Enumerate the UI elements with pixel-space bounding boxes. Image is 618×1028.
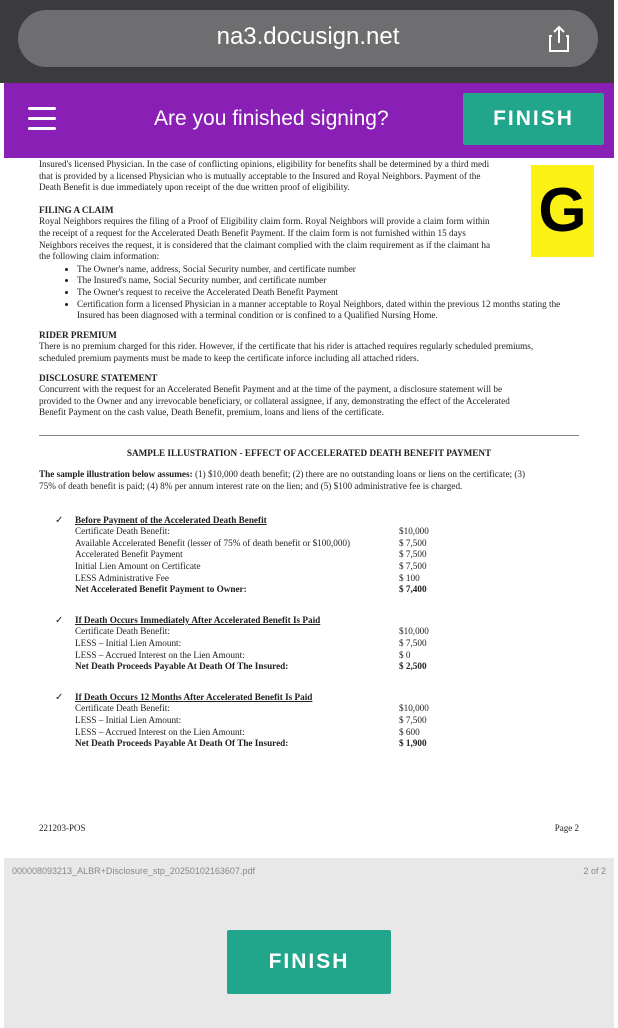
table-row xyxy=(75,561,579,573)
signing-toolbar xyxy=(4,83,614,158)
text-line: provided to the Owner and any irrevocable beneficiary, or collateral assignee, if any, demonstrating the effect of the Accelerated xyxy=(39,395,510,406)
page-footer xyxy=(39,823,579,835)
list-item: • The Owner's name, address, Social Security number, and certificate number xyxy=(77,264,579,276)
bottom-action-bar xyxy=(4,858,614,1028)
row-label: Certificate Death Benefit: xyxy=(75,526,170,537)
page-indicator: 2 of 2 xyxy=(583,866,606,876)
table-row xyxy=(75,538,579,550)
text-line: There is no premium charged for this rider. However, if the certificate that his rider is attached requires regularly scheduled premiums, xyxy=(39,341,534,352)
row-value: $ 7,500 xyxy=(399,537,427,548)
text-line: that is provided by a licensed Physician who is mutually acceptable to the Insured and Royal Neighbors. Payment of the xyxy=(39,170,481,181)
table-row xyxy=(75,638,579,650)
assumptions-text: (1) $10,000 death benefit; (2) there are no outstanding loans or liens on the certificate; (3) xyxy=(192,469,526,480)
browser-url-bar xyxy=(0,0,614,83)
row-value: $10,000 xyxy=(399,526,429,537)
table-row xyxy=(75,626,579,638)
illustration-section xyxy=(39,515,579,596)
table-row xyxy=(75,650,579,662)
text-line: the following claim information: xyxy=(39,251,160,262)
row-label: Net Death Proceeds Payable At Death Of The Insured: xyxy=(75,738,289,749)
row-value: $ 2,500 xyxy=(399,661,427,672)
illustration-section xyxy=(39,692,579,750)
list-item: • The Owner's request to receive the Accelerated Death Benefit Payment xyxy=(77,287,579,299)
row-value: $ 7,400 xyxy=(399,584,427,595)
row-value: $ 100 xyxy=(399,572,420,583)
section-title: If Death Occurs Immediately After Accelerated Benefit Is Paid xyxy=(75,614,321,625)
checkmark-icon: ✓ xyxy=(55,691,64,703)
row-label: LESS – Initial Lien Amount: xyxy=(75,714,182,725)
table-row-total xyxy=(75,738,579,750)
text-line: the receipt of a request for the Accelerated Death Benefit Payment. If the claim form is not furnished within 15 days xyxy=(39,227,466,238)
checkmark-icon: ✓ xyxy=(55,514,64,526)
table-row xyxy=(75,715,579,727)
finish-button-bottom[interactable]: FINISH xyxy=(227,930,391,994)
claim-info-list xyxy=(39,264,579,322)
text-line: Royal Neighbors requires the filing of a Proof of Eligibility claim form. Royal Neighbors will provide a claim form within xyxy=(39,216,490,227)
text-line: Insured's licensed Physician. In the case of conflicting opinions, eligibility for benefits shall be determined by a third medi xyxy=(39,159,490,169)
table-row-total xyxy=(75,584,579,596)
page-number: Page 2 xyxy=(554,823,579,833)
row-label: Accelerated Benefit Payment xyxy=(75,549,183,560)
sample-illustration-title: SAMPLE ILLUSTRATION - EFFECT OF ACCELERATED DEATH BENEFIT PAYMENT xyxy=(126,447,492,458)
form-number: 221203-POS xyxy=(39,823,86,833)
section-heading: DISCLOSURE STATEMENT xyxy=(39,372,158,383)
checkmark-icon: ✓ xyxy=(55,614,64,626)
row-label: LESS – Accrued Interest on the Lien Amount: xyxy=(75,726,245,737)
section-title: Before Payment of the Accelerated Death Benefit xyxy=(75,514,267,525)
text-line: scheduled premium payments must be made to keep the certificate inforce including all attached riders. xyxy=(39,352,419,363)
document-page xyxy=(4,158,614,858)
table-row xyxy=(75,573,579,585)
table-row xyxy=(75,703,579,715)
row-value: $ 600 xyxy=(399,726,420,737)
table-row-total xyxy=(75,661,579,673)
row-label: Initial Lien Amount on Certificate xyxy=(75,561,201,572)
row-label: Net Death Proceeds Payable At Death Of The Insured: xyxy=(75,661,289,672)
row-label: LESS – Initial Lien Amount: xyxy=(75,638,182,648)
menu-icon[interactable] xyxy=(28,107,56,131)
table-row xyxy=(75,526,579,538)
list-item: • The Insured's name, Social Security number, and certificate number xyxy=(77,275,579,287)
illustration-section xyxy=(39,615,579,673)
row-value: $10,000 xyxy=(399,703,429,714)
row-value: $ 1,900 xyxy=(399,738,427,749)
text-line: Neighbors receives the request, it is considered that the claimant complied with the claim requirement as if the claimant ha xyxy=(39,239,491,250)
row-label: Available Accelerated Benefit (lesser of 75% of death benefit or $100,000) xyxy=(75,537,351,548)
assumptions-lead: The sample illustration below assumes: xyxy=(39,469,193,480)
row-label: Certificate Death Benefit: xyxy=(75,626,170,637)
url-text: na3.docusign.net xyxy=(216,23,400,50)
assumptions-paragraph xyxy=(39,469,579,492)
row-value: $ 7,500 xyxy=(399,561,427,572)
finish-button-top[interactable]: FINISH xyxy=(463,93,604,145)
row-label: LESS – Accrued Interest on the Lien Amount: xyxy=(75,649,245,660)
divider xyxy=(39,435,579,436)
text-line: Concurrent with the request for an Accelerated Benefit Payment and at the time of the payment, a disclosure statement will be xyxy=(39,384,503,395)
row-label: LESS Administrative Fee xyxy=(75,572,169,583)
row-value: $ 7,500 xyxy=(399,638,427,648)
list-item: • Certification form a licensed Physician in a manner acceptable to Royal Neighbors, dated within the previous 12 months stating the Insured has been diagnosed with a terminal condition or is confined to a Qualified Nursing Home. xyxy=(77,299,579,322)
text-line: Death Benefit is due immediately upon receipt of the due written proof of eligibility. xyxy=(39,182,350,193)
assumptions-text-2: 75% of death benefit is paid; (4) 8% per annum interest rate on the lien; and (5) $100 administrative fee is charged. xyxy=(39,481,463,492)
row-value: $10,000 xyxy=(399,626,429,637)
table-row xyxy=(75,549,579,561)
row-value: $ 0 xyxy=(399,649,411,660)
section-heading: FILING A CLAIM xyxy=(39,204,114,215)
intro-paragraph xyxy=(39,159,579,194)
finish-prompt: Are you finished signing? xyxy=(154,107,389,130)
row-value: $ 7,500 xyxy=(399,549,427,560)
address-field[interactable] xyxy=(18,10,598,67)
section-heading: RIDER PREMIUM xyxy=(39,329,117,340)
share-icon[interactable] xyxy=(544,24,574,54)
text-line: Benefit Payment on the cash value, Death Benefit, premium, loans and liens of the certificate. xyxy=(39,407,384,418)
row-value: $ 7,500 xyxy=(399,714,427,725)
row-label: Certificate Death Benefit: xyxy=(75,703,170,714)
section-title: If Death Occurs 12 Months After Accelerated Benefit Is Paid xyxy=(75,691,313,702)
document-filename: 000008093213_ALBR+Disclosure_stp_20250102163607.pdf xyxy=(12,866,255,876)
overlay-letter-badge: G xyxy=(531,165,594,257)
table-row xyxy=(75,727,579,739)
row-label: Net Accelerated Benefit Payment to Owner: xyxy=(75,584,247,595)
